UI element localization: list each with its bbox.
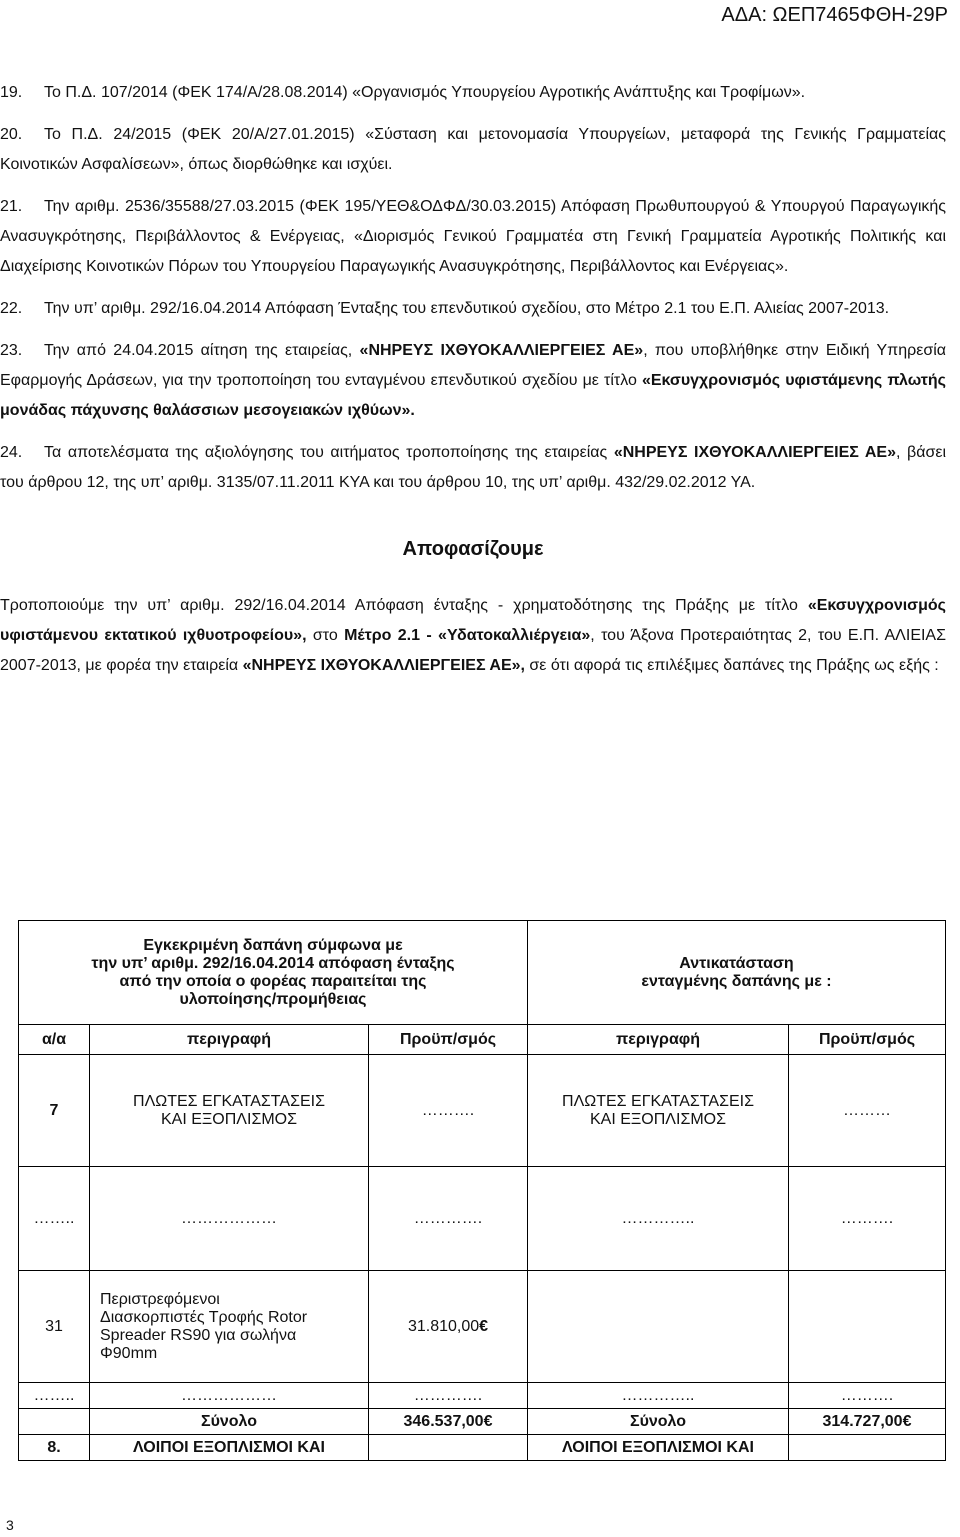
company-name: «ΝΗΡΕΥΣ ΙΧΘΥΟΚΑΛΛΙΕΡΓΕΙΕΣ ΑΕ»	[359, 342, 644, 359]
header-line: υλοποίησης/προμήθειας	[179, 990, 367, 1008]
total-right	[789, 1409, 946, 1435]
item-text: , που υποβλήθηκε στην Ειδική Υπηρεσία Εφαρμογής Δράσεων, για την τροποποίηση του ενταγμένου επενδυτικού σχεδίου με τίτλο	[0, 342, 947, 389]
item-text: Την υπ’ αριθμ. 292/16.04.2014 Απόφαση Ένταξης του επενδυτικού σχεδίου, στο Μέτρο 2.1 του Ε.Π. Αλιείας 2007-2013.	[44, 300, 890, 317]
dots-cell: ……..	[19, 1167, 90, 1271]
row-aa: 7	[19, 1055, 90, 1167]
item-text: Την αριθμ. 2536/35588/27.03.2015 (ΦΕΚ 195/ΥΕΘ&ΟΔΦΔ/30.03.2015) Απόφαση Πρωθυπουργού & Υπουργού Παραγωγικής Ανασυγκρότησης, Περιβάλλοντος & Ενέργειας, «Διορισμός Γενικού Γραμματέα στη Γενική Γραμματεία Αγροτικής Πολιτικής και Διαχείρισης Κοινοτικών Πόρων του Υπουργείου Παραγωγικής Ανασυγκρότησης, Περιβάλλοντος και Ενέργειας».	[0, 198, 946, 275]
row-budget: ……….	[369, 1055, 528, 1167]
item-24	[0, 438, 946, 498]
decision-paragraph	[0, 591, 946, 681]
dots-cell: ………….	[369, 1167, 528, 1271]
header-line: την υπ’ αριθμ. 292/16.04.2014 απόφαση ένταξης	[91, 954, 455, 972]
dots-cell: ……….	[789, 1167, 946, 1271]
row-budget	[369, 1271, 528, 1383]
row-new-description	[528, 1055, 789, 1167]
row-budget	[369, 1435, 528, 1461]
row-new-description: ΛΟΙΠΟΙ ΕΞΟΠΛΙΣΜΟΙ ΚΑΙ	[528, 1435, 789, 1461]
item-text: Την από 24.04.2015 αίτηση της εταιρείας,	[44, 342, 360, 359]
euro-icon: €	[483, 1412, 493, 1430]
item-19	[0, 78, 946, 108]
total-value: 346.537,00	[403, 1412, 484, 1430]
row-description: ΛΟΙΠΟΙ ΕΞΟΠΛΙΣΜΟΙ ΚΑΙ	[90, 1435, 369, 1461]
table-row	[19, 1383, 946, 1409]
table-row	[19, 1167, 946, 1271]
cell-line: Φ90mm	[100, 1344, 158, 1362]
dots-cell: …………..	[528, 1167, 789, 1271]
euro-icon: €	[479, 1317, 489, 1335]
col-description: περιγραφή	[90, 1025, 369, 1055]
cell-line: ΚΑΙ ΕΞΟΠΛΙΣΜΟΣ	[161, 1110, 297, 1128]
company-name: «ΝΗΡΕΥΣ ΙΧΘΥΟΚΑΛΛΙΕΡΓΕΙΕΣ ΑΕ»,	[242, 657, 525, 674]
cell-line: ΚΑΙ ΕΞΟΠΛΙΣΜΟΣ	[590, 1110, 726, 1128]
decision-heading: Αποφασίζουμε	[402, 538, 544, 560]
dots-cell: ………….	[369, 1383, 528, 1409]
table-row	[19, 1435, 946, 1461]
header-line: από την οποία ο φορέας παραιτείται της	[119, 972, 427, 990]
item-number: 19.	[0, 84, 23, 101]
row-description	[90, 1055, 369, 1167]
total-label: Σύνολο	[528, 1409, 789, 1435]
item-number: 20.	[0, 126, 23, 143]
total-value: 314.727,00	[822, 1412, 903, 1430]
table-row	[19, 1055, 946, 1167]
company-name: «ΝΗΡΕΥΣ ΙΧΘΥΟΚΑΛΛΙΕΡΓΕΙΕΣ ΑΕ»	[613, 444, 896, 461]
col-new-budget: Προϋπ/σμός	[789, 1025, 946, 1055]
expenses-table	[18, 920, 946, 1461]
decision-text: στο	[306, 627, 345, 644]
decision-text: Τροποποιούμε την υπ’ αριθμ. 292/16.04.2014 Απόφαση ένταξης - χρηματοδότησης της Πράξης με τίτλο	[0, 597, 808, 614]
table-header-row	[19, 921, 946, 1025]
dots-cell: ………………	[90, 1167, 369, 1271]
document-body	[0, 78, 946, 693]
total-left	[369, 1409, 528, 1435]
item-text: , βάσει του άρθρου 12, της υπ’ αριθμ. 3135/07.11.2011 ΚΥΑ και του άρθρου 10, της υπ’ αριθμ. 432/29.02.2012 ΥΑ.	[0, 444, 947, 491]
col-aa: α/α	[19, 1025, 90, 1055]
item-number: 24.	[0, 444, 23, 461]
item-text: Τα αποτελέσματα της αξιολόγησης του αιτήματος τροποποίησης της εταιρείας	[44, 444, 614, 461]
row-new-budget	[789, 1271, 946, 1383]
row-new-budget: ………	[789, 1055, 946, 1167]
header-line: Εγκεκριμένη δαπάνη σύμφωνα με	[143, 936, 403, 954]
total-empty	[19, 1409, 90, 1435]
row-new-budget	[789, 1435, 946, 1461]
decision-text: σε ότι αφορά τις επιλέξιμες δαπάνες της Πράξης ως εξής :	[524, 657, 939, 674]
row-description	[90, 1271, 369, 1383]
cell-line: ΠΛΩΤΕΣ ΕΓΚΑΤΑΣΤΑΣΕΙΣ	[133, 1092, 325, 1110]
total-row	[19, 1409, 946, 1435]
total-label: Σύνολο	[90, 1409, 369, 1435]
decision-text: , του Άξονα Προτεραιότητας 2, του Ε.Π. ΑΛΙΕΙΑΣ 2007-2013, με φορέα την εταιρεία	[0, 627, 946, 674]
header-line: Αντικατάσταση	[679, 954, 794, 972]
item-21	[0, 192, 946, 282]
item-20	[0, 120, 946, 180]
cell-line: Spreader RS90 για σωλήνα	[100, 1326, 297, 1344]
budget-value: 31.810,00	[407, 1317, 480, 1335]
project-title: «Εκσυγχρονισμός υφιστάμενης πλωτής μονάδας πάχυνσης θαλάσσιων μεσογειακών ιχθύων».	[0, 372, 946, 419]
item-number: 21.	[0, 198, 23, 215]
item-text: Το Π.Δ. 107/2014 (ΦΕΚ 174/Α/28.08.2014) «Οργανισμός Υπουργείου Αγροτικής Ανάπτυξης και Τροφίμων».	[44, 84, 806, 101]
item-number: 23.	[0, 342, 23, 359]
col-budget: Προϋπ/σμός	[369, 1025, 528, 1055]
cell-line: Περιστρεφόμενοι	[100, 1290, 220, 1308]
page-number: 3	[6, 1517, 14, 1533]
ada-code: ΑΔΑ: ΩΕΠ7465ΦΘΗ-29Ρ	[721, 4, 948, 26]
cell-line: ΠΛΩΤΕΣ ΕΓΚΑΤΑΣΤΑΣΕΙΣ	[562, 1092, 754, 1110]
dots-cell: ……..	[19, 1383, 90, 1409]
column-header-row	[19, 1025, 946, 1055]
row-aa: 8.	[19, 1435, 90, 1461]
replacement-header	[528, 921, 946, 1025]
item-number: 22.	[0, 300, 23, 317]
col-new-description: περιγραφή	[528, 1025, 789, 1055]
project-title: «Εκσυγχρονισμός υφιστάμενου εκτατικού ιχθυοτροφείου»,	[0, 597, 946, 644]
dots-cell: ……….	[789, 1383, 946, 1409]
euro-icon: €	[902, 1412, 912, 1430]
row-aa: 31	[19, 1271, 90, 1383]
item-text: Το Π.Δ. 24/2015 (ΦΕΚ 20/Α/27.01.2015) «Σύσταση και μετονομασία Υπουργείων, μεταφορά της Γενικής Γραμματείας Κοινοτικών Ασφαλίσεων», όπως διορθώθηκε και ισχύει.	[0, 126, 946, 173]
dots-cell: ………………	[90, 1383, 369, 1409]
dots-cell: …………..	[528, 1383, 789, 1409]
cell-line: Διασκορπιστές Τροφής Rotor	[100, 1308, 308, 1326]
header-line: ενταγμένης δαπάνης με :	[641, 972, 832, 990]
table-row	[19, 1271, 946, 1383]
item-23	[0, 336, 946, 426]
measure-name: Μέτρο 2.1 - «Υδατοκαλλιέργεια»	[344, 627, 591, 644]
row-new-description	[528, 1271, 789, 1383]
item-22	[0, 294, 946, 324]
approved-expense-header	[19, 921, 528, 1025]
